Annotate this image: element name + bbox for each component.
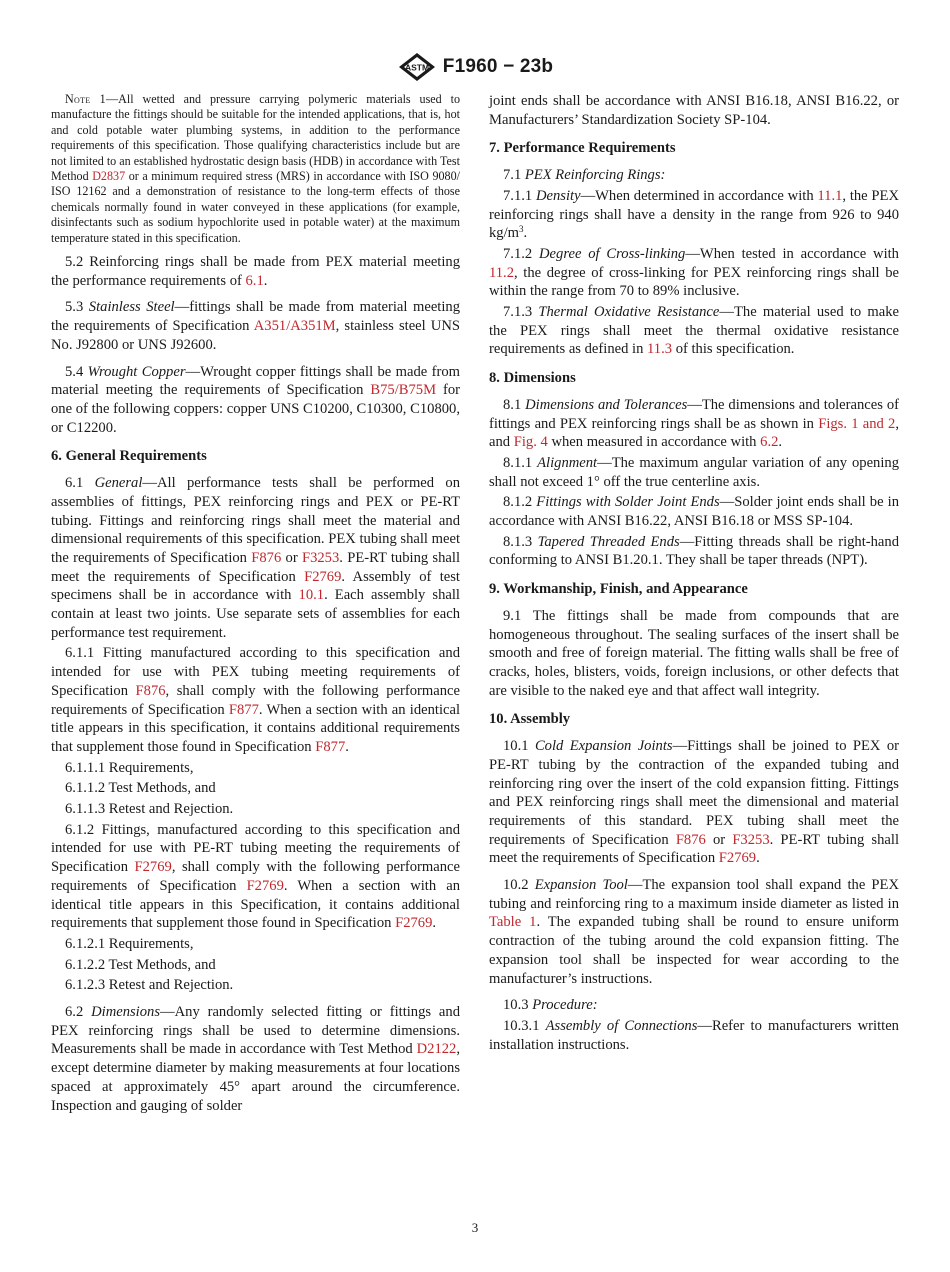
paragraph-5-3: 5.3 Stainless Steel—fittings shall be made from material meeting the requirements of Specification A351/A351M, stainless steel UNS No. J92800 or UNS J92600.: [51, 299, 460, 353]
ref-link[interactable]: F876: [251, 549, 282, 566]
paragraph-6-1-1: 6.1.1 Fitting manufactured according to this specification and intended for use with PEX tubing meeting requirements of Specification F876, shall comply with the following performance requirements of Specification F877. When a section with an identical title appears in this specification, it contains additional requirements that supplement those found in Specification F877.: [51, 645, 461, 755]
ref-link[interactable]: 6.2: [760, 434, 779, 451]
paragraph-10-3-1: 10.3.1 Assembly of Connections—Refer to manufacturers written installation instructions.: [489, 1017, 899, 1053]
ref-link[interactable]: F876: [135, 682, 166, 699]
section-heading-10: 10. Assembly: [489, 711, 571, 728]
ref-link[interactable]: F877: [228, 701, 259, 718]
note-label: Note 1: [65, 92, 107, 106]
astm-logo-icon: [397, 52, 437, 82]
standard-designation: F1960 − 23b: [442, 56, 554, 77]
paragraph-6-1-2-3: 6.1.2.3 Retest and Rejection.: [65, 977, 234, 994]
ref-link[interactable]: F877: [315, 738, 346, 755]
ref-link[interactable]: Table 1: [489, 914, 537, 931]
paragraph-6-1-2-1: 6.1.2.1 Requirements,: [65, 935, 194, 952]
paragraph-7-1-1: 7.1.1 Density—When determined in accordance with 11.1, the PEX reinforcing rings shall have a density in the range from 926 to 940 $kg/m^3$.: [489, 187, 899, 242]
paragraph-6-1-2-2: 6.1.2.2 Test Methods, and: [65, 956, 216, 973]
paragraph-8-1-3: 8.1.3 Tapered Threaded Ends—Fitting threads shall be right-hand conforming to ANSI B1.20.1. They shall be taper threads (NPT).: [489, 533, 900, 569]
paragraph-9-1: 9.1 The fittings shall be made from compounds that are homogeneous throughout. The sealing surfaces of the insert shall be smooth and free of foreign material. The fitting walls shall be free of cracks, holes, blisters, voids, foreign inclusions, or other defects that are visible to the naked eye and that affect wall integrity.: [489, 607, 899, 699]
paragraph-7-1-2: 7.1.2 Degree of Cross-linking—When tested in accordance with 11.2, the degree of cross-linking for PEX reinforcing rings shall be within the range from 70 to 89% inclusive.: [489, 245, 899, 300]
paragraph-8-1-2: 8.1.2 Fittings with Solder Joint Ends—Solder joint ends shall be in accordance with ANSI B16.22, ANSI B16.18 or MSS SP-104.: [489, 494, 899, 530]
ref-link[interactable]: F2769: [304, 568, 342, 585]
ref-link[interactable]: Fig. 4: [513, 434, 548, 451]
astm-logo-text: ASTM: [404, 62, 429, 73]
ref-link[interactable]: F2769: [134, 859, 172, 876]
ref-link[interactable]: F876: [675, 831, 706, 848]
ref-link[interactable]: Figs. 1 and 2: [818, 415, 896, 432]
paragraph-5-4: 5.4 Wrought Copper—Wrought copper fittings shall be made from material meeting the requirements of Specification B75/B75M for one of the following coppers: copper UNS C10200, C10300, C10800, or C12200.: [51, 363, 460, 436]
ref-link[interactable]: 6.1: [245, 272, 264, 289]
ref-link[interactable]: D2122: [416, 1041, 457, 1058]
page-header: [0, 52, 950, 82]
ref-link[interactable]: F2769: [718, 850, 757, 867]
paragraph-8-1-1: 8.1.1 Alignment—The maximum angular variation of any opening shall not exceed 1° off the true centerline axis.: [489, 454, 899, 490]
ref-link[interactable]: F2769: [246, 877, 284, 894]
right-column: [489, 92, 899, 1056]
ref-link[interactable]: 11.2: [489, 264, 514, 281]
paragraph-7-1: 7.1 PEX Reinforcing Rings:: [503, 167, 666, 184]
ref-link[interactable]: 11.3: [647, 341, 673, 358]
paragraph-6-2-continued: joint ends shall be accordance with ANSI B16.18, ANSI B16.22, or Manufacturers’ Standardization Society SP-104.: [489, 93, 899, 128]
paragraph-6-1-1-2: 6.1.1.2 Test Methods, and: [65, 780, 216, 797]
paragraph-6-1-1-1: 6.1.1.1 Requirements,: [65, 759, 194, 776]
paragraph-10-2: 10.2 Expansion Tool—The expansion tool shall expand the PEX tubing and reinforcing ring to a maximum inside diameter as listed in Table 1. The expanded tubing shall be round to ensure uniform contraction of the tubing around the cold expansion fitting. The expansion tool shall be inspected for wear according to the manufacturer’s instructions.: [489, 877, 900, 987]
section-heading-9: 9. Workmanship, Finish, and Appearance: [489, 581, 748, 598]
note-1: Note 1—All wetted and pressure carrying polymeric materials used to manufacture the fittings should be suitable for the intended applications, that is, hot and cold potable water plumbing systems, in addition to the performance requirements of this specification. Those qualifying characteristics include but are not limited to an established hydrostatic design basis (HDB) in accordance with Test Method D2837 or a minimum required stress (MRS) in accordance with ISO 9080/ ISO 12162 and a demonstration of resistance to the long-term effects of those chemicals normally found in water conveyed in these applications (for example, disinfectants such as sodium hypochlorite used in potable water) at the maximum temperature stated in this specification.: [51, 92, 461, 245]
left-column: [51, 92, 460, 1117]
paragraph-7-1-3: 7.1.3 Thermal Oxidative Resistance—The material used to make the PEX rings shall meet the thermal oxidative resistance requirements as defined in 11.3 of this specification.: [489, 304, 899, 358]
paragraph-6-1-2: 6.1.2 Fittings, manufactured according to this specification and intended for use with PE-RT tubing meeting the requirements of Specification F2769, shall comply with the following performance requirements of Specification F2769. When a section with an identical title appears in this Specification, it contains additional requirements that supplement those found in Specification F2769.: [51, 821, 461, 932]
ref-link[interactable]: D2837: [92, 169, 126, 184]
paragraph-10-3: 10.3 Procedure:: [503, 997, 598, 1014]
paragraph-6-1: 6.1 General—All performance tests shall be performed on assemblies of fittings, PEX reinforcing rings and PEX or PE-RT tubing. Fittings and reinforcing rings shall meet the material and dimensional requirements of this specification. PEX tubing shall meet the requirements of Specification F876 or F3253. PE-RT tubing shall meet the requirements of Specification F2769. Assembly of test specimens shall be in accordance with 10.1. Each assembly shall contain at least two joints. Use separate sets of assemblies for each performance test requirement.: [51, 475, 460, 641]
ref-link[interactable]: B75/B75M: [370, 382, 437, 399]
ref-link[interactable]: 11.1: [817, 187, 843, 204]
ref-link[interactable]: F3253: [732, 831, 770, 848]
section-heading-7: 7. Performance Requirements: [489, 140, 676, 157]
ref-link[interactable]: A351/A351M: [253, 318, 336, 335]
ref-link[interactable]: F2769: [395, 915, 433, 932]
section-heading-6: 6. General Requirements: [51, 448, 207, 465]
paragraph-6-2: 6.2 Dimensions—Any randomly selected fitting or fittings and PEX reinforcing rings shall be used to determine dimensions. Measurements shall be made in accordance with Test Method D2122, except determine diameter by making measurements at four locations spaced at approximately 45° apart around the circumference. Inspection and gauging of solder: [51, 1004, 461, 1114]
page-number: 3: [471, 1220, 479, 1235]
ref-link[interactable]: F3253: [301, 549, 340, 566]
paragraph-8-1: 8.1 Dimensions and Tolerances—The dimensions and tolerances of fittings and PEX reinforcing rings shall be as shown in Figs. 1 and 2, and Fig. 4 when measured in accordance with 6.2.: [489, 396, 900, 451]
paragraph-10-1: 10.1 Cold Expansion Joints—Fittings shall be joined to PEX or PE-RT tubing by the contraction of the expanded tubing and reinforcing ring over the insert of the cold expansion fitting. Fittings and PEX reinforcing rings shall meet the dimensional and material requirements of this standard. PEX tubing shall meet the requirements of Specification F876 or F3253. PE-RT tubing shall meet the requirements of Specification F2769.: [489, 738, 900, 867]
paragraph-6-1-1-3: 6.1.1.3 Retest and Rejection.: [65, 801, 234, 818]
section-heading-8: 8. Dimensions: [489, 370, 576, 387]
paragraph-5-2: 5.2 Reinforcing rings shall be made from PEX material meeting the performance requirements of 6.1.: [51, 254, 460, 289]
ref-link[interactable]: 10.1: [298, 587, 325, 604]
